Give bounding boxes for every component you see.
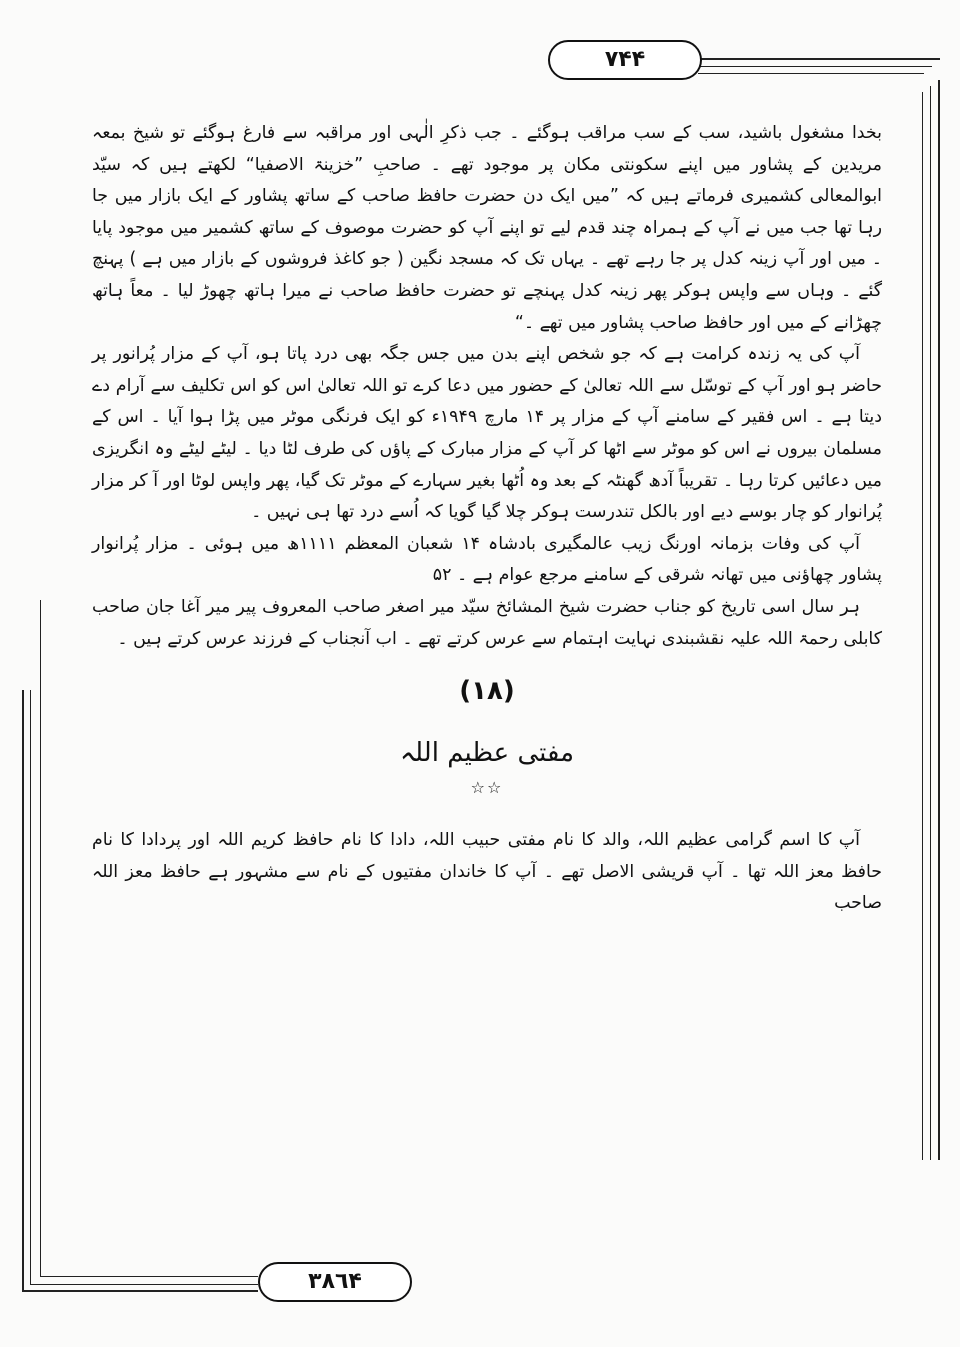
frame-top-line3: [698, 73, 924, 74]
frame-left-inner2: [40, 600, 41, 1276]
frame-bottom-line2: [30, 1284, 258, 1285]
paragraph-3: آپ کی وفات بزمانہ اورنگ زیب عالمگیری بادشاہ ۱۴ شعبان المعظم ۱۱۱۱ھ میں ہوئی ۔ مزار پُرانوار پشاور چھاؤنی میں تھانہ شرقی کے سامنے مرجع عوام ہے ۔ ۵۲: [92, 533, 882, 586]
frame-bottom-line: [22, 1290, 258, 1292]
chapter-number: (۱۸): [459, 676, 515, 707]
paragraph-2: آپ کی یہ زندہ کرامت ہے کہ جو شخص اپنے بدن میں جس جگہ بھی درد پاتا ہو، آپ کے مزار پُرانور پر حاضر ہو اور آپ کے توسّل سے اللہ تعالیٰ کے حضور میں دعا کرے تو اللہ تعالیٰ اس کو اس تکلیف سے آرام دے دیتا ہے ۔ اس فقیر کے سامنے آپ کے مزار پر ۱۴ مارچ ۱۹۴۹ء کو ایک فرنگی موٹر میں پڑا ہوا آیا ۔ اس کے مسلمان بیروں نے اس کو موٹر سے اٹھا کر آپ کے مزار مبارک کے پاؤں کی طرف لٹا دیا ۔ لیٹے لیٹے وہ انگریزی میں دعائیں کرتا رہا ۔ تقریباً آدھ گھنٹہ کے بعد وہ اُٹھا بغیر سہارے کے موٹر تک گیا، پھر واپس لوٹا اور آ کر مزار پُرانوار کو چار بوسے دیے اور بالکل تندرست ہوکر چلا گیا گویا کہ اُسے درد تھا ہی نہیں ۔: [92, 344, 882, 523]
page-number-top: ٧۴۴: [548, 40, 702, 80]
page-content: [92, 118, 882, 1238]
frame-right-inner2: [922, 92, 923, 1160]
page-number-bottom: ٣٨٦۴: [258, 1262, 412, 1302]
chapter-title: مفتی عظیم اللہ: [399, 738, 575, 769]
frame-left-inner: [30, 690, 31, 1284]
frame-top-line: [698, 58, 940, 60]
frame-right-inner: [930, 86, 931, 1160]
paragraph-1: بخدا مشغول باشید، سب کے سب مراقب ہوگئے ۔ جب ذکرِ الٰہی اور مراقبہ سے فارغ ہوگئے تو شیخ بمعہ مریدین کے پشاور میں اپنے سکونتی مکان پر موجود تھے ۔ صاحبِ ”خزینۃ الاصفیا“ لکھتے ہیں کہ سیّد ابوالمعالی کشمیری فرماتے ہیں کہ ”میں ایک دن حضرت حافظ صاحب کے ساتھ پشاور کے ایک بازار میں جا رہا تھا جب میں نے آپ کے ہمراہ چند قدم لیے تو اپنے آپ کو حضرت موصوف کے ساتھ کشمیر میں موجود پایا ۔ میں اور آپ زینہ کدل پر جا رہے تھے ۔ یہاں تک کہ مسجد نگین ( جو کاغذ فروشوں کے بازار میں ہے ) پہنچ گئے ۔ وہاں سے واپس ہوکر پھر زینہ کدل پہنچے تو حضرت حافظ صاحب نے میرا ہاتھ چھوڑ لیا ۔ معاً ہاتھ چھڑانے کے میں اور حافظ صاحب پشاور میں تھے ۔“: [92, 123, 882, 333]
frame-top-line2: [698, 66, 932, 67]
star-ornament: ☆☆: [470, 778, 504, 798]
paragraph-4: ہر سال اسی تاریخ کو جناب حضرت شیخ المشائخ سیّد میر اصغر صاحب المعروف پیر میر آغا جان صاحب کابلی رحمۃ اللہ علیہ نقشبندی نہایت اہتمام سے عرس کرتے تھے ۔ اب آنجناب کے فرزند عرس کرتے ہیں ۔: [92, 596, 882, 649]
frame-left-outer: [22, 690, 24, 1290]
frame-right-outer: [938, 80, 940, 1160]
frame-bottom-line3: [40, 1276, 258, 1277]
chapter-number-block: [92, 669, 882, 719]
paragraph-5: آپ کا اسم گرامی عظیم اللہ، والد کا نام مفتی حبیب اللہ، دادا کا نام حافظ کریم اللہ اور پردادا کا نام حافظ معز اللہ تھا ۔ آپ قریشی الاصل تھے ۔ آپ کا خاندان مفتیوں کے نام سے مشہور ہے حافظ معز اللہ صاحب: [92, 830, 882, 914]
